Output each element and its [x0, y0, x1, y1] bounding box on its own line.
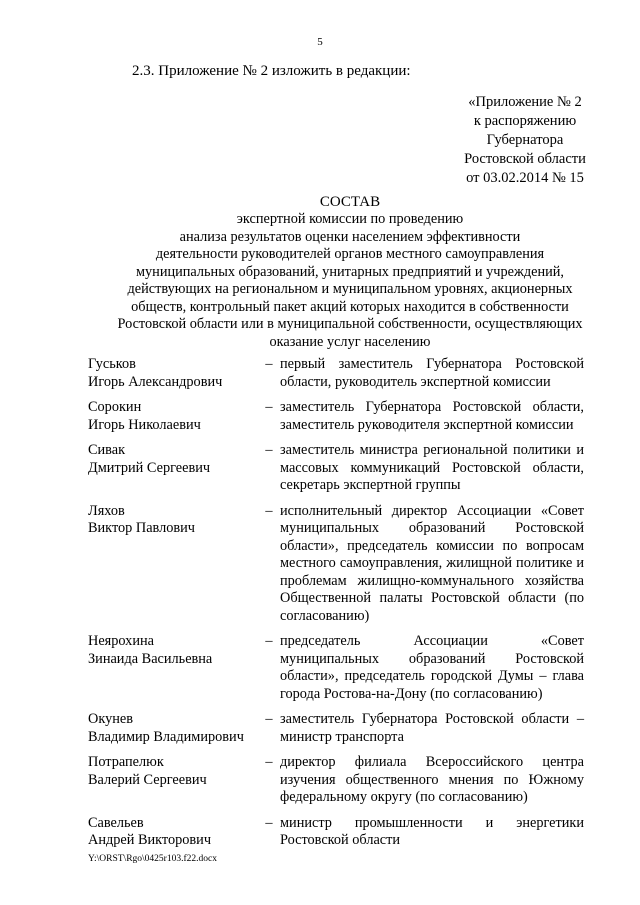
appendix-line: от 03.02.2014 № 15: [466, 170, 584, 186]
member-list: [88, 356, 584, 858]
member-row: [88, 711, 584, 746]
amendment-intro: 2.3. Приложение № 2 изложить в редакции:: [132, 63, 411, 79]
member-row: [88, 815, 584, 850]
member-role: заместитель Губернатора Ростовской области, заместитель руководителя экспертной комиссии: [280, 399, 584, 433]
dash-separator: –: [265, 711, 273, 727]
member-role: директор филиала Всероссийского центра изучения общественного мнения по Южному федеральному округу (по согласованию): [280, 754, 584, 805]
dash-separator: –: [265, 502, 273, 519]
member-name: [88, 815, 258, 850]
appendix-line: к распоряжению: [473, 113, 577, 129]
heading-line: обществ, контрольный пакет акций которых находится в собственности: [131, 298, 569, 315]
heading-line: Ростовской области или в муниципальной собственности, осуществляющих: [117, 316, 583, 332]
heading-line: действующих на региональном и муниципальном уровнях, акционерных: [127, 281, 573, 297]
file-path-footer: Y:\ORST\Rgo\0425r103.f22.docx: [88, 854, 217, 864]
heading-line: деятельности руководителей органов местного самоуправления: [155, 246, 545, 262]
dash-separator: –: [265, 814, 273, 831]
heading-line: экспертной комиссии по проведению: [236, 211, 464, 227]
member-surname: Сорокин: [88, 399, 142, 415]
member-name: [88, 356, 258, 391]
member-role: заместитель Губернатора Ростовской области – министр транспорта: [280, 711, 584, 745]
member-row: [88, 399, 584, 434]
member-surname: Гуськов: [88, 356, 136, 372]
member-name: [88, 711, 258, 746]
heading-line: оказание услуг населению: [269, 333, 431, 350]
member-surname: Савельев: [88, 814, 144, 831]
document-title: СОСТАВ: [319, 194, 381, 210]
member-row: [88, 754, 584, 807]
appendix-reference: [440, 93, 610, 188]
member-row: [88, 356, 584, 391]
appendix-line: Ростовской области: [464, 151, 586, 167]
dash-separator: –: [265, 356, 273, 372]
member-name: [88, 633, 258, 703]
dash-separator: –: [265, 399, 273, 415]
member-role: первый заместитель Губернатора Ростовской области, руководитель экспертной комиссии: [280, 356, 584, 390]
member-surname: Потрапелюк: [88, 754, 164, 770]
member-surname: Сивак: [88, 442, 126, 458]
appendix-line: Губернатора: [486, 132, 564, 148]
member-given-name: Дмитрий Сергеевич: [88, 459, 211, 476]
member-given-name: Андрей Викторович: [88, 832, 212, 848]
appendix-line: «Приложение № 2: [468, 94, 582, 110]
member-role: заместитель министра региональной политики и массовых коммуникаций Ростовской области, секретарь экспертной группы: [280, 442, 584, 493]
member-surname: Ляхов: [88, 502, 125, 519]
member-surname: Неярохина: [88, 633, 154, 649]
member-given-name: Зинаида Васильевна: [88, 650, 213, 667]
dash-separator: –: [265, 442, 273, 458]
member-row: [88, 503, 584, 626]
member-role: исполнительный директор Ассоциации «Совет муниципальных образований Ростовской области», председатель комиссии по вопросам местного самоуправления, жилищной политике и проблемам жилищно-коммунального хозяйства Общественной палаты Ростовской области (по согласованию): [280, 502, 584, 624]
member-given-name: Владимир Владимирович: [88, 728, 244, 745]
member-name: [88, 442, 258, 495]
member-surname: Окунев: [88, 711, 133, 727]
member-row: [88, 633, 584, 703]
member-name: [88, 754, 258, 807]
dash-separator: –: [265, 633, 273, 649]
member-given-name: Игорь Александрович: [88, 373, 223, 390]
member-given-name: Игорь Николаевич: [88, 416, 201, 433]
member-name: [88, 399, 258, 434]
member-given-name: Валерий Сергеевич: [88, 771, 207, 788]
member-name: [88, 503, 258, 626]
page-number: 5: [317, 36, 323, 48]
member-row: [88, 442, 584, 495]
heading-line: муниципальных образований, унитарных предприятий и учреждений,: [135, 263, 564, 280]
member-role: председатель Ассоциации «Совет муниципальных образований Ростовской области», председатель городской Думы – глава города Ростова-на-Дону (по согласованию): [280, 633, 584, 702]
member-given-name: Виктор Павлович: [88, 520, 195, 536]
commission-heading: [80, 193, 620, 351]
heading-line: анализа результатов оценки населением эффективности: [179, 228, 521, 245]
member-role: министр промышленности и энергетики Ростовской области: [280, 814, 584, 848]
dash-separator: –: [265, 754, 273, 770]
